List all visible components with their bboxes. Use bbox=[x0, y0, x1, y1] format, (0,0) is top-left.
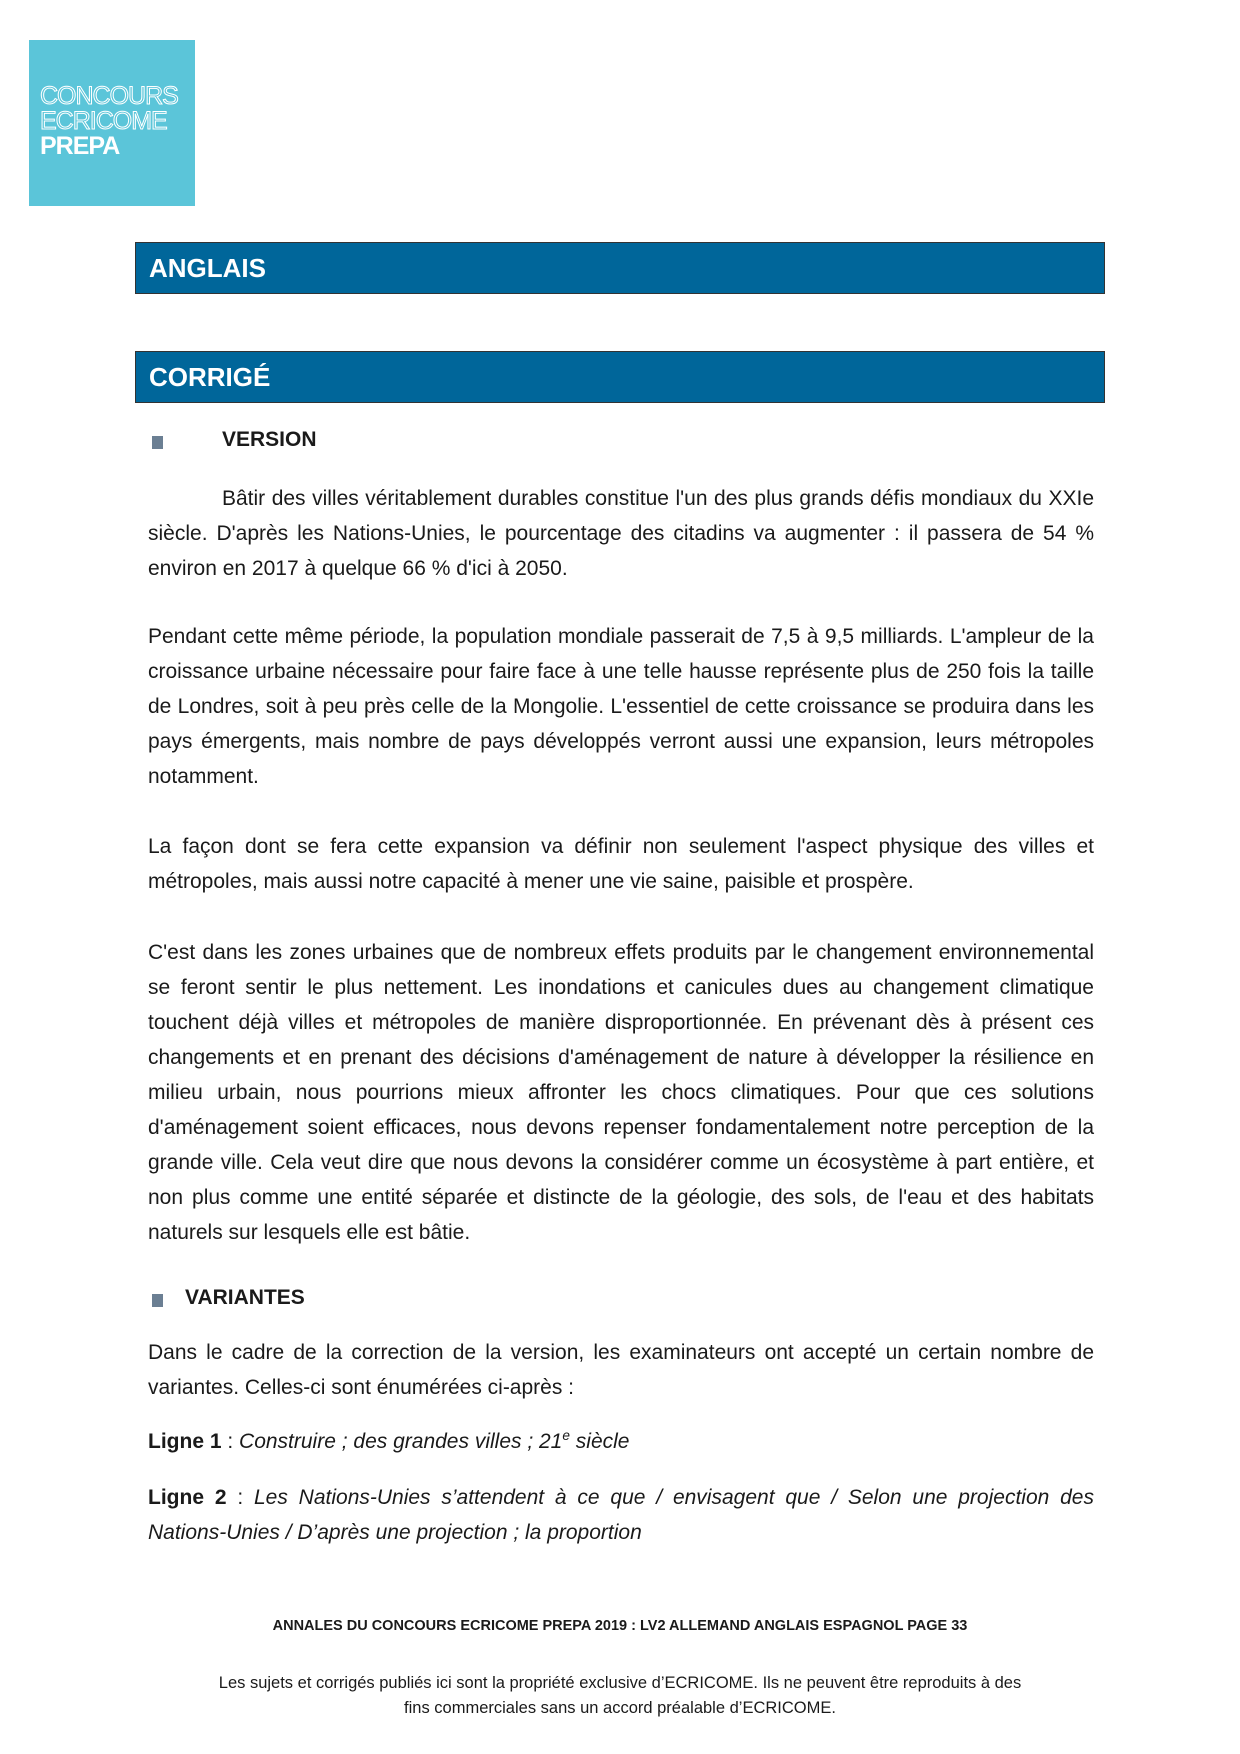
ecricome-logo bbox=[29, 40, 195, 206]
ligne-1-superscript: e bbox=[562, 1428, 570, 1443]
footer-copyright-line-2: fins commerciales sans un accord préalable d’ECRICOME. bbox=[404, 1699, 836, 1717]
variante-ligne-2 bbox=[148, 1480, 1094, 1550]
version-heading: VERSION bbox=[222, 428, 317, 451]
logo-line-prepa: PREPA bbox=[40, 132, 120, 160]
logo-line-ecricome: ECRICOME bbox=[40, 107, 167, 135]
ligne-1-text: Construire ; des grandes villes ; 21 bbox=[239, 1430, 563, 1453]
version-paragraph-1: Bâtir des villes véritablement durables constitue l'un des plus grands défis mondiaux du XXIe siècle. D'après les Nations-Unies, le pourcentage des citadins va augmenter : il passera de 54 % environ en 2017 à quelque 66 % d'ici à 2050. bbox=[148, 487, 1094, 580]
version-bullet-icon bbox=[152, 436, 163, 449]
ligne-1-text-end: siècle bbox=[569, 1430, 630, 1453]
variantes-intro: Dans le cadre de la correction de la version, les examinateurs ont accepté un certain nombre de variantes. Celles-ci sont énumérées ci-après : bbox=[148, 1341, 1094, 1399]
version-paragraph-2: Pendant cette même période, la population mondiale passerait de 7,5 à 9,5 milliards. L'ampleur de la croissance urbaine nécessaire pour faire face à une telle hausse représente plus de 250 fois la taille de Londres, soit à peu près celle de la Mongolie. L'essentiel de cette croissance se produira dans les pays émergents, mais nombre de pays développés verront aussi une expansion, leurs métropoles notamment. bbox=[148, 625, 1094, 788]
footer-copyright bbox=[0, 1671, 1240, 1721]
ligne-2-separator: : bbox=[226, 1486, 254, 1509]
version-paragraph-3: La façon dont se fera cette expansion va définir non seulement l'aspect physique des villes et métropoles, mais aussi notre capacité à mener une vie saine, paisible et prospère. bbox=[148, 835, 1094, 893]
ligne-1-label: Ligne 1 bbox=[148, 1430, 222, 1453]
variantes-heading: VARIANTES bbox=[185, 1286, 305, 1309]
subject-title-band: ANGLAIS bbox=[135, 242, 1105, 294]
version-paragraph-4: C'est dans les zones urbaines que de nombreux effets produits par le changement environnemental se feront sentir le plus nettement. Les inondations et canicules dues au changement climatique touchent déjà villes et métropoles de manière disproportionnée. En prévenant dès à présent ces changements et en prenant des décisions d'aménagement de nature à développer la résilience en milieu urbain, nous pourrions mieux affronter les chocs climatiques. Pour que ces solutions d'aménagement soient efficaces, nous devons repenser fondamentalement notre perception de la grande ville. Cela veut dire que nous devons la considérer comme un écosystème à part entière, et non plus comme une entité séparée et distincte de la géologie, des sols, de l'eau et des habitats naturels sur lesquels elle est bâtie. bbox=[148, 941, 1094, 1244]
variante-ligne-1 bbox=[148, 1424, 1094, 1459]
ligne-1-separator: : bbox=[221, 1430, 240, 1453]
ligne-2-text: Les Nations-Unies s’attendent à ce que / envisagent que / Selon une projection des Nations-Unies / D’après une projection ; la proportion bbox=[148, 1486, 1094, 1544]
footer-copyright-line-1: Les sujets et corrigés publiés ici sont la propriété exclusive d’ECRICOME. Ils ne peuvent être reproduits à des bbox=[218, 1674, 1022, 1692]
logo-line-concours: CONCOURS bbox=[40, 82, 178, 110]
variantes-bullet-icon bbox=[152, 1294, 163, 1307]
corrige-title-band: CORRIGÉ bbox=[135, 351, 1105, 403]
ligne-2-label: Ligne 2 bbox=[148, 1486, 227, 1509]
footer-page-info: ANNALES DU CONCOURS ECRICOME PREPA 2019 : LV2 ALLEMAND ANGLAIS ESPAGNOL PAGE 33 bbox=[272, 1618, 968, 1634]
